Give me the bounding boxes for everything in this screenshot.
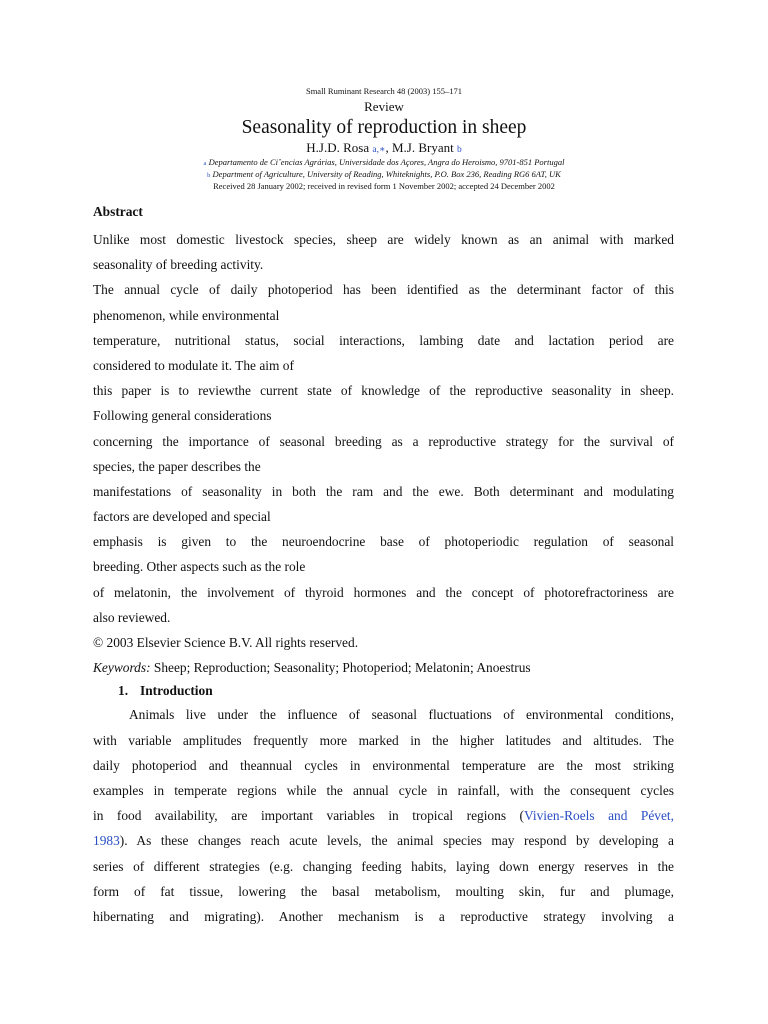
abstract-line: emphasis is given to the neuroendocrine base of photoperiodic regulation of seasonal <box>93 534 674 550</box>
abstract-heading: Abstract <box>93 204 143 219</box>
abstract-line: The annual cycle of daily photoperiod has been identified as the determinant factor of this <box>93 282 674 298</box>
affiliation-b-text: Department of Agriculture, University of Reading, Whiteknights, P.O. Box 236, Reading RG6 6AT, UK <box>212 169 561 179</box>
affiliation-a-text: Departamento de Ciˆencias Agrárias, Universidade dos Açores, Angra do Heroismo, 9701-851 Portugal <box>208 157 565 167</box>
section-title: Introduction <box>140 683 213 699</box>
intro-line <box>93 828 674 853</box>
abstract-line: species, the paper describes the <box>93 458 261 474</box>
article-title: Seasonality of reproduction in sheep <box>241 117 527 138</box>
citation-link[interactable]: Vivien-Roels and Pévet, <box>523 808 674 824</box>
abstract-text <box>93 227 674 630</box>
author-name: H.J.D. Rosa <box>306 140 370 155</box>
copyright-notice: © 2003 Elsevier Science B.V. All rights reserved. <box>93 635 359 650</box>
abstract-line: Unlike most domestic livestock species, sheep are widely known as an animal with marked <box>93 232 674 247</box>
citation-link[interactable]: 1983 <box>93 833 120 849</box>
affiliation-mark[interactable]: b <box>456 145 462 155</box>
intro-line: series of different strategies (e.g. changing feeding habits, laying down energy reserves in the <box>93 858 674 874</box>
intro-text: in food availability, are important variables in tropical regions ( <box>93 808 524 824</box>
journal-citation: Small Ruminant Research 48 (2003) 155–171 <box>305 86 463 96</box>
intro-line: form of fat tissue, lowering the basal metabolism, moulting skin, fur and plumage, <box>93 883 674 899</box>
abstract-line: seasonality of breeding activity. <box>93 257 264 273</box>
abstract-line: this paper is to reviewthe current state of knowledge of the reproductive seasonality in sheep. <box>93 383 674 399</box>
intro-line: Animals live under the influence of seasonal fluctuations of environmental conditions, <box>129 707 674 723</box>
abstract-line: considered to modulate it. The aim of <box>93 357 294 373</box>
abstract-line: temperature, nutritional status, social interactions, lambing date and lactation period are <box>93 332 674 348</box>
intro-line: with variable amplitudes frequently more marked in the higher latitudes and altitudes. The <box>93 732 674 748</box>
intro-text: ). As these changes reach acute levels, the animal species may respond by developing a <box>119 833 674 849</box>
abstract-line: Following general considerations <box>93 408 272 424</box>
article-body <box>93 203 674 929</box>
abstract-line: of melatonin, the involvement of thyroid hormones and the concept of photorefractoriness are <box>93 584 674 600</box>
author-name: M.J. Bryant <box>391 140 454 155</box>
received-dates: Received 28 January 2002; received in revised form 1 November 2002; accepted 24 December 2002 <box>213 181 555 191</box>
section-number: 1. <box>118 683 129 699</box>
keywords-list: Sheep; Reproduction; Seasonality; Photoperiod; Melatonin; Anoestrus <box>150 660 531 676</box>
intro-line: examples in temperate regions while the annual cycle in rainfall, with the consequent cycles <box>93 782 674 798</box>
introduction-text <box>93 702 674 929</box>
abstract-line: phenomenon, while environmental <box>93 307 280 323</box>
affiliation-a <box>0 157 768 167</box>
abstract-line: factors are developed and special <box>93 509 271 525</box>
section-heading-introduction <box>93 680 674 702</box>
abstract-line: concerning the importance of seasonal breeding as a reproductive strategy for the survival of <box>93 433 674 449</box>
intro-line: daily photoperiod and theannual cycles in environmental temperature are the most striking <box>93 757 674 773</box>
keywords-label: Keywords: <box>93 660 151 676</box>
abstract-line: manifestations of seasonality in both the ram and the ewe. Both determinant and modulating <box>93 483 674 499</box>
abstract-line: breeding. Other aspects such as the role <box>93 559 306 575</box>
article-type: Review <box>364 99 404 114</box>
keywords <box>93 655 674 680</box>
intro-line: hibernating and migrating). Another mechanism is a reproductive strategy involving a <box>93 908 674 924</box>
affiliation-b-mark: b <box>207 172 211 179</box>
abstract-line: also reviewed. <box>93 609 171 625</box>
author-line: H.J.D. Rosa a,∗, M.J. Bryant b <box>306 140 462 155</box>
intro-line <box>93 803 674 828</box>
affiliation-a-mark: a <box>203 160 207 167</box>
affiliation-b <box>0 169 768 179</box>
affiliation-mark[interactable]: a,∗ <box>372 145 386 155</box>
